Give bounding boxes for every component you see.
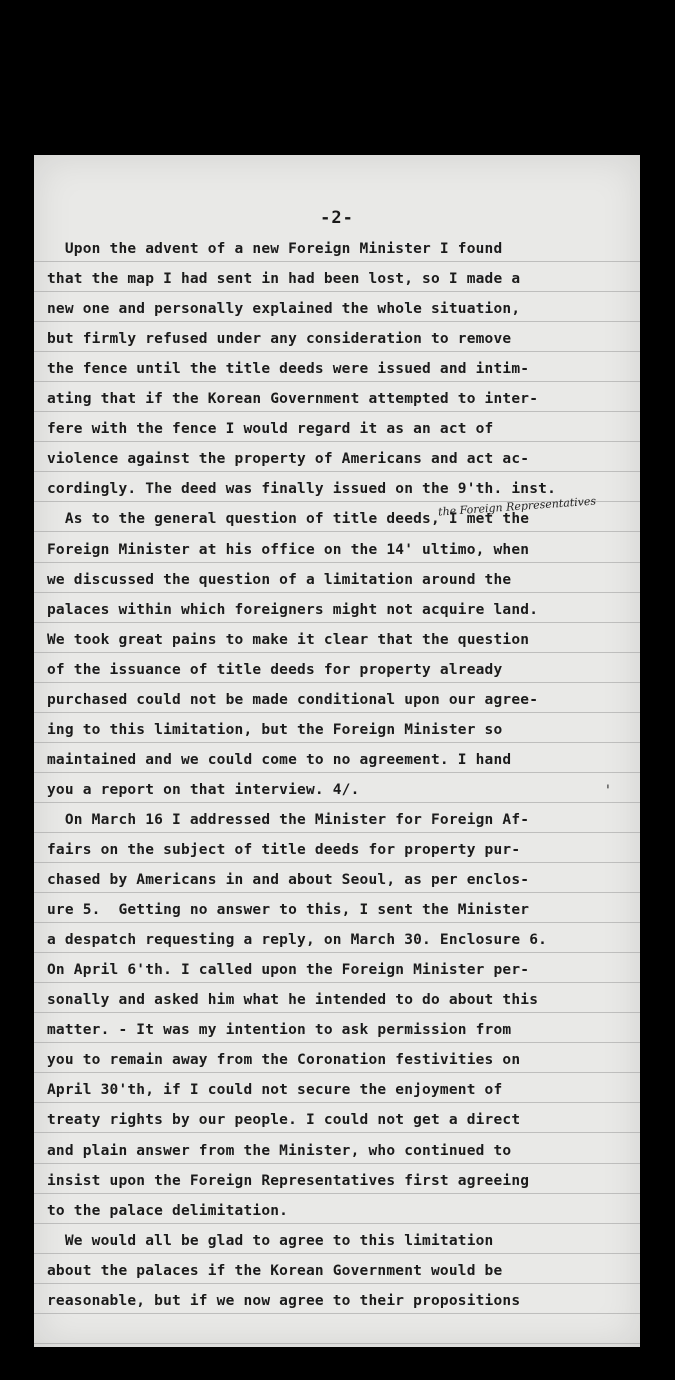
text-line: and plain answer from the Minister, who continued to [47, 1142, 512, 1159]
text-line: ure 5. Getting no answer to this, I sent the Minister [47, 902, 530, 919]
ink-mark: ' [606, 783, 610, 799]
ruled-line [34, 1253, 640, 1254]
ruled-line [34, 471, 640, 472]
text-line: about the palaces if the Korean Government would be [47, 1262, 503, 1279]
text-line: cordingly. The deed was finally issued on the 9'th. inst. [47, 481, 556, 498]
ruled-line [34, 832, 640, 833]
ruled-line [34, 1223, 640, 1224]
ruled-line [34, 441, 640, 442]
text-line: a despatch requesting a reply, on March 30. Enclosure 6. [47, 932, 548, 949]
ruled-line [34, 652, 640, 653]
ruled-line [34, 982, 640, 983]
text-line: fere with the fence I would regard it as an act of [47, 421, 494, 438]
page-number: -2- [320, 208, 354, 228]
ruled-line [34, 1072, 640, 1073]
ruled-line [34, 381, 640, 382]
text-line: sonally and asked him what he intended to do about this [47, 992, 539, 1009]
ruled-line [34, 261, 640, 262]
ruled-line [34, 562, 640, 563]
text-line: Foreign Minister at his office on the 14' ultimo, when [47, 541, 530, 558]
ruled-line [34, 1163, 640, 1164]
ruled-line [34, 1193, 640, 1194]
ruled-line [34, 952, 640, 953]
ruled-line [34, 321, 640, 322]
text-line: fairs on the subject of title deeds for property pur- [47, 842, 521, 858]
text-line: purchased could not be made conditional upon our agree- [47, 691, 539, 708]
text-line: new one and personally explained the whole situation, [47, 301, 521, 318]
text-line: As to the general question of title deeds, I met the [47, 511, 530, 528]
text-line: Upon the advent of a new Foreign Minister I found [47, 241, 503, 257]
text-line: the fence until the title deeds were issued and intim- [47, 361, 530, 378]
ruled-line [34, 622, 640, 623]
ruled-line [34, 411, 640, 412]
ruled-line [34, 531, 640, 532]
ruled-line [34, 682, 640, 683]
text-line: On March 16 I addressed the Minister for Foreign Af- [47, 811, 530, 828]
handwritten-annotation: the Foreign Representatives [437, 494, 597, 519]
text-line: to the palace delimitation. [47, 1202, 289, 1219]
ruled-line [34, 892, 640, 893]
ruled-line [34, 742, 640, 743]
text-line: insist upon the Foreign Representatives first agreeing [47, 1172, 530, 1189]
ruled-line [34, 1313, 640, 1314]
text-line: that the map I had sent in had been lost, so I made a [47, 271, 521, 288]
text-line: ating that if the Korean Government attempted to inter- [47, 391, 539, 408]
document-page [34, 155, 640, 1347]
text-line: you a report on that interview. 4/. [47, 781, 360, 798]
text-line: but firmly refused under any consideration to remove [47, 331, 512, 348]
text-line: treaty rights by our people. I could not get a direct [47, 1112, 521, 1129]
text-line: of the issuance of title deeds for property already [47, 661, 503, 678]
ruled-line [34, 1042, 640, 1043]
ruled-line [34, 592, 640, 593]
text-line: violence against the property of Americans and act ac- [47, 451, 530, 468]
text-line: chased by Americans in and about Seoul, as per enclos- [47, 872, 530, 889]
ruled-line [34, 772, 640, 773]
ruled-line [34, 1343, 640, 1344]
ruled-line [34, 1283, 640, 1284]
text-line: We would all be glad to agree to this limitation [47, 1232, 494, 1249]
text-line: We took great pains to make it clear that the question [47, 631, 530, 648]
text-line: matter. - It was my intention to ask permission from [47, 1022, 512, 1039]
text-line: you to remain away from the Coronation festivities on [47, 1052, 521, 1069]
text-line: ing to this limitation, but the Foreign Minister so [47, 721, 503, 738]
text-line: reasonable, but if we now agree to their propositions [47, 1292, 521, 1309]
ruled-line [34, 712, 640, 713]
ruled-line [34, 1102, 640, 1103]
ruled-line [34, 802, 640, 803]
ruled-line [34, 1132, 640, 1133]
text-line: On April 6'th. I called upon the Foreign Minister per- [47, 962, 530, 979]
ruled-line [34, 351, 640, 352]
ruled-line [34, 291, 640, 292]
ruled-line [34, 862, 640, 863]
text-line: palaces within which foreigners might not acquire land. [47, 601, 539, 618]
text-line: April 30'th, if I could not secure the enjoyment of [47, 1082, 503, 1099]
text-line: maintained and we could come to no agreement. I hand [47, 751, 512, 768]
ruled-line [34, 922, 640, 923]
text-line: we discussed the question of a limitation around the [47, 571, 512, 588]
ruled-line [34, 1012, 640, 1013]
